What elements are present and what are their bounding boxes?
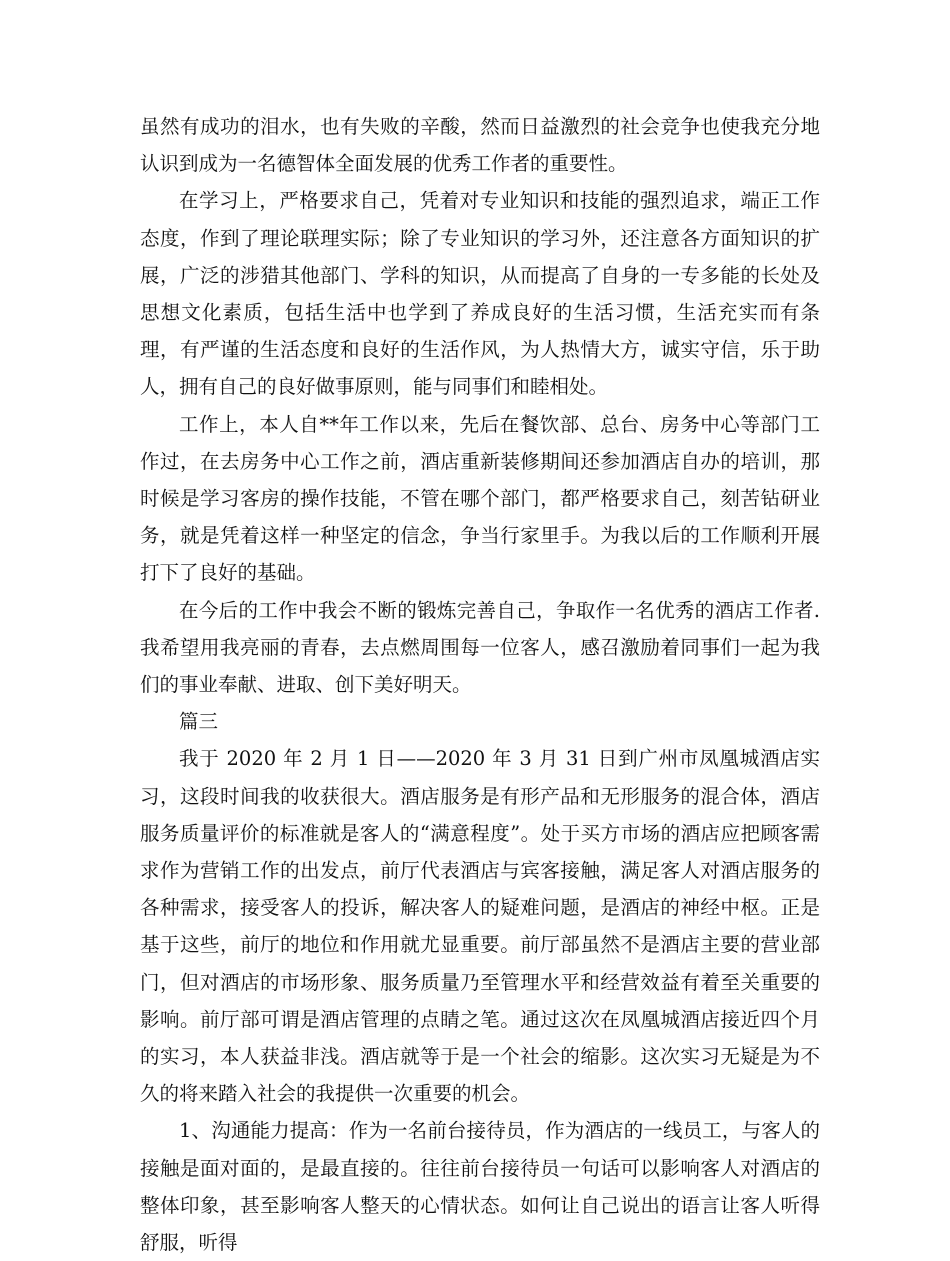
document-body [140, 108, 820, 1261]
section-heading-part-three: 篇三 [179, 710, 219, 734]
paragraph-communication: 1、沟通能力提高：作为一名前台接待员，作为酒店的一线员工，与客人的接触是面对面的，是最直接的。往往前台接待员一句话可以影响客人对酒店的整体印象，甚至影响客人整天的心情状态。如何让自己说出的语言让客人听得舒服，听得 [140, 1119, 820, 1255]
paragraph-future: 在今后的工作中我会不断的锻炼完善自己，争取作一名优秀的酒店工作者. 我希望用我亮丽的青春，去点燃周围每一位客人，感召激励着同事们一起为我们的事业奉献、进取、创下美好明天。 [140, 598, 820, 697]
paragraph-work: 工作上，本人自**年工作以来，先后在餐饮部、总台、房务中心等部门工作过，在去房务中心工作之前，酒店重新装修期间还参加酒店自办的培训，那时候是学习客房的操作技能，不管在哪个部门，都严格要求自己，刻苦钻研业务，就是凭着这样一种坚定的信念，争当行家里手。为我以后的工作顺利开展打下了良好的基础。 [140, 412, 820, 585]
paragraph-continuation: 虽然有成功的泪水，也有失败的辛酸，然而日益激烈的社会竞争也使我充分地认识到成为一名德智体全面发展的优秀工作者的重要性。 [140, 115, 820, 176]
paragraph-study: 在学习上，严格要求自己，凭着对专业知识和技能的强烈追求，端正工作态度，作到了理论联理实际；除了专业知识的学习外，还注意各方面知识的扩展，广泛的涉猎其他部门、学科的知识，从而提高了自身的一专多能的长处及思想文化素质，包括生活中也学到了养成良好的生活习惯，生活充实而有条理，有严谨的生活态度和良好的生活作风，为人热情大方，诚实守信，乐于助人，拥有自己的良好做事原则，能与同事们和睦相处。 [140, 189, 820, 399]
paragraph-internship: 我于 2020 年 2 月 1 日——2020 年 3 月 31 日到广州市凤凰城酒店实习，这段时间我的收获很大。酒店服务是有形产品和无形服务的混合体，酒店服务质量评价的标准就是客人的“满意程度”。处于买方市场的酒店应把顾客需求作为营销工作的出发点，前厅代表酒店与宾客接触，满足客人对酒店服务的各种需求，接受客人的投诉，解决客人的疑难问题，是酒店的神经中枢。正是基于这些，前厅的地位和作用就尤显重要。前厅部虽然不是酒店主要的营业部门，但对酒店的市场形象、服务质量乃至管理水平和经营效益有着至关重要的影响。前厅部可谓是酒店管理的点睛之笔。通过这次在凤凰城酒店接近四个月的实习，本人获益非浅。酒店就等于是一个社会的缩影。这次实习无疑是为不久的将来踏入社会的我提供一次重要的机会。 [140, 747, 820, 1106]
